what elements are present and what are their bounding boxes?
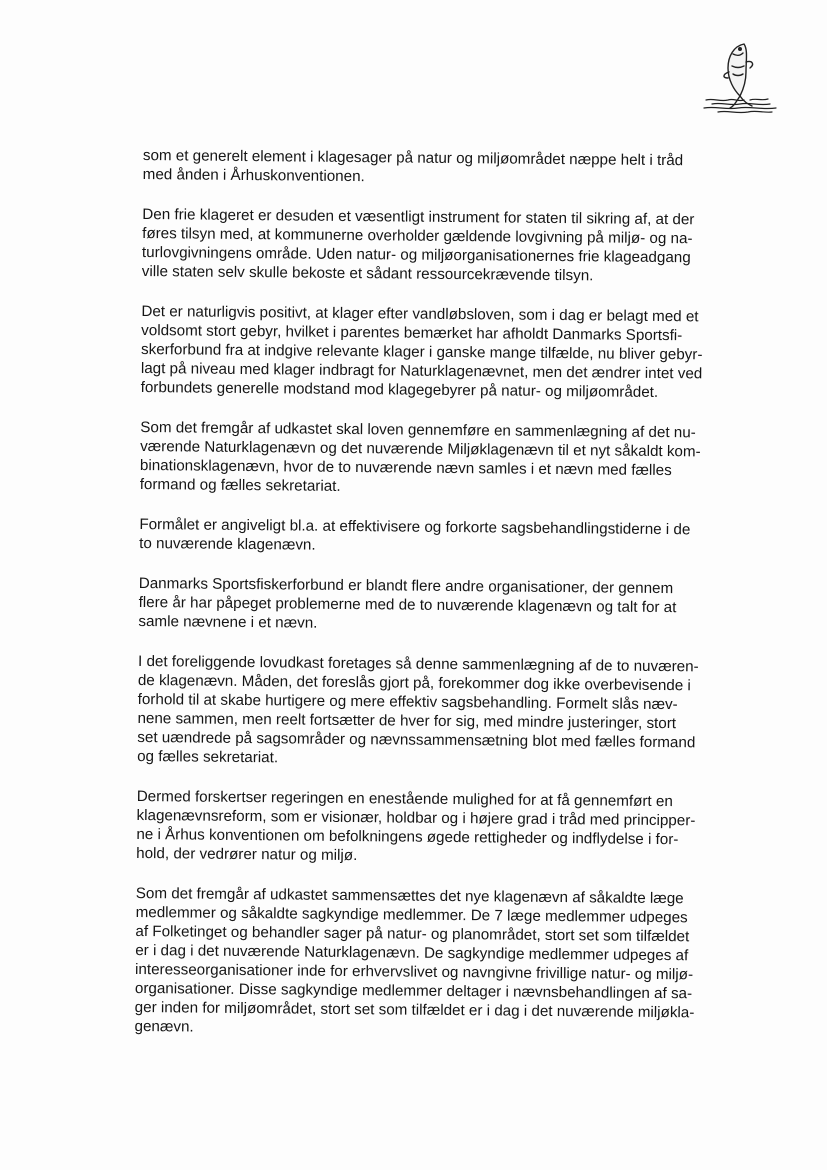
- text-line: værende Naturklagenævn og det nuværende Miljøklagenævn til et nyt såkaldt kom-: [140, 437, 701, 461]
- text-line: medlemmer og såkaldte sagkyndige medlemmer. De 7 læge medlemmer udpeges: [135, 903, 688, 927]
- text-line: genævn.: [134, 1017, 194, 1036]
- text-line: forhold til at skabe hurtigere og mere effektiv sagsbehandling. Formelt slås næv-: [137, 690, 678, 714]
- text-line: samle nævnene i et nævn.: [138, 612, 318, 632]
- text-line: skerforbund fra at indgive relevante klager i ganske mange tilfælde, nu bliver gebyr-: [140, 340, 703, 364]
- text-line: set uændrede på sagsområder og nævnssammensætning blot med fælles formand: [137, 728, 696, 752]
- text-line: organisationer. Disse sagkyndige medlemmer deltager i nævnsbehandlingen af sa-: [134, 979, 693, 1003]
- text-line: Dermed forskertser regeringen en enestående mulighed for at få gennemført en: [136, 787, 673, 811]
- paragraph: [142, 205, 755, 287]
- text-line: interesseorganisationer inde for erhvervslivet og navngivne frivillige natur- og miljø-: [135, 960, 694, 984]
- text-line: turlovgivningens område. Uden natur- og miljøorganisationernes frie klageadgang: [141, 243, 691, 267]
- paragraph: [136, 787, 749, 869]
- text-line: binationsklagenævn, hvor de to nuværende nævn samles i et nævn med fælles: [139, 456, 672, 480]
- paragraph: [137, 652, 750, 772]
- text-line: af Folketinget og behandler sager på natur- og planområdet, stort set som tilfældet: [135, 922, 690, 946]
- paragraph: [140, 418, 753, 500]
- text-line: med ånden i Århuskonventionen.: [142, 165, 365, 186]
- paragraph: [134, 884, 747, 1042]
- text-line: lagt på niveau med klager indbragt for Naturklagenævnet, men det ændrer intet ved: [140, 359, 703, 383]
- text-line: Den frie klageret er desuden et væsentligt instrument for staten til sikring af, at der: [142, 205, 695, 229]
- paragraph: [143, 146, 755, 190]
- paragraph: [138, 574, 751, 637]
- text-line: I det foreliggende lovudkast foretages så denne sammenlægning af de to nuværen-: [137, 652, 699, 676]
- text-line: Formålet er angiveligt bl.a. at effektivisere og forkorte sagsbehandlingstiderne i de: [139, 515, 691, 539]
- text-line: de klagenævn. Måden, det foreslås gjort på, forekommer dog ikke overbevisende i: [137, 671, 691, 695]
- text-line: Som det fremgår af udkastet sammensættes det nye klagenævn af såkaldte læge: [135, 884, 684, 908]
- text-line: og fælles sekretariat.: [137, 747, 279, 767]
- text-line: nene sammen, men reelt fortsætter de hver for sig, med mindre justeringer, stort: [137, 709, 677, 733]
- text-line: Det er naturligvis positivt, at klager efter vandløbsloven, som i dag er belagt med et: [141, 302, 699, 326]
- text-line: Som det fremgår af udkastet skal loven gennemføre en sammenlægning af det nu-: [140, 418, 696, 442]
- text-line: ville staten selv skulle bekoste et sådant ressourcekrævende tilsyn.: [141, 262, 594, 285]
- text-line: som et generelt element i klagesager på natur og miljøområdet næppe helt i tråd: [142, 146, 684, 170]
- text-line: Danmarks Sportsfiskerforbund er blandt flere andre organisationer, der gennem: [138, 574, 674, 598]
- text-line: klagenævnsreform, som er visionær, holdbar og i højere grad i tråd med principper-: [136, 806, 696, 830]
- paragraph: [141, 302, 754, 403]
- text-line: ne i Århus konventionen om befolkningens øgede rettigheder og indflydelse i for-: [136, 825, 679, 849]
- text-line: er i dag i det nuværende Naturklagenævn. De sagkyndige medlemmer udpeges af: [135, 941, 689, 965]
- text-line: føres tilsyn med, at kommunerne overholder gældende lovgivning på miljø- og na-: [142, 224, 693, 248]
- text-line: voldsomt stort gebyr, hvilket i parentes bemærket har afholdt Danmarks Sportsfi-: [141, 321, 683, 345]
- text-line: forbundets generelle modstand mod klagegebyrer på natur- og miljøområdet.: [140, 378, 659, 401]
- leaping-fish-logo: [700, 38, 780, 118]
- letter-body: [134, 146, 755, 1063]
- paragraph: [139, 515, 751, 559]
- text-line: hold, der vedrører natur og miljø.: [136, 844, 358, 865]
- text-line: ger inden for miljøområdet, stort set som tilfældet er i dag i det nuværende miljøkla-: [134, 998, 695, 1022]
- text-line: to nuværende klagenævn.: [139, 534, 316, 554]
- text-line: flere år har påpeget problemerne med de to nuværende klagenævn og talt for at: [138, 593, 677, 617]
- leaping-fish-icon: [700, 38, 780, 118]
- text-line: formand og fælles sekretariat.: [139, 475, 341, 495]
